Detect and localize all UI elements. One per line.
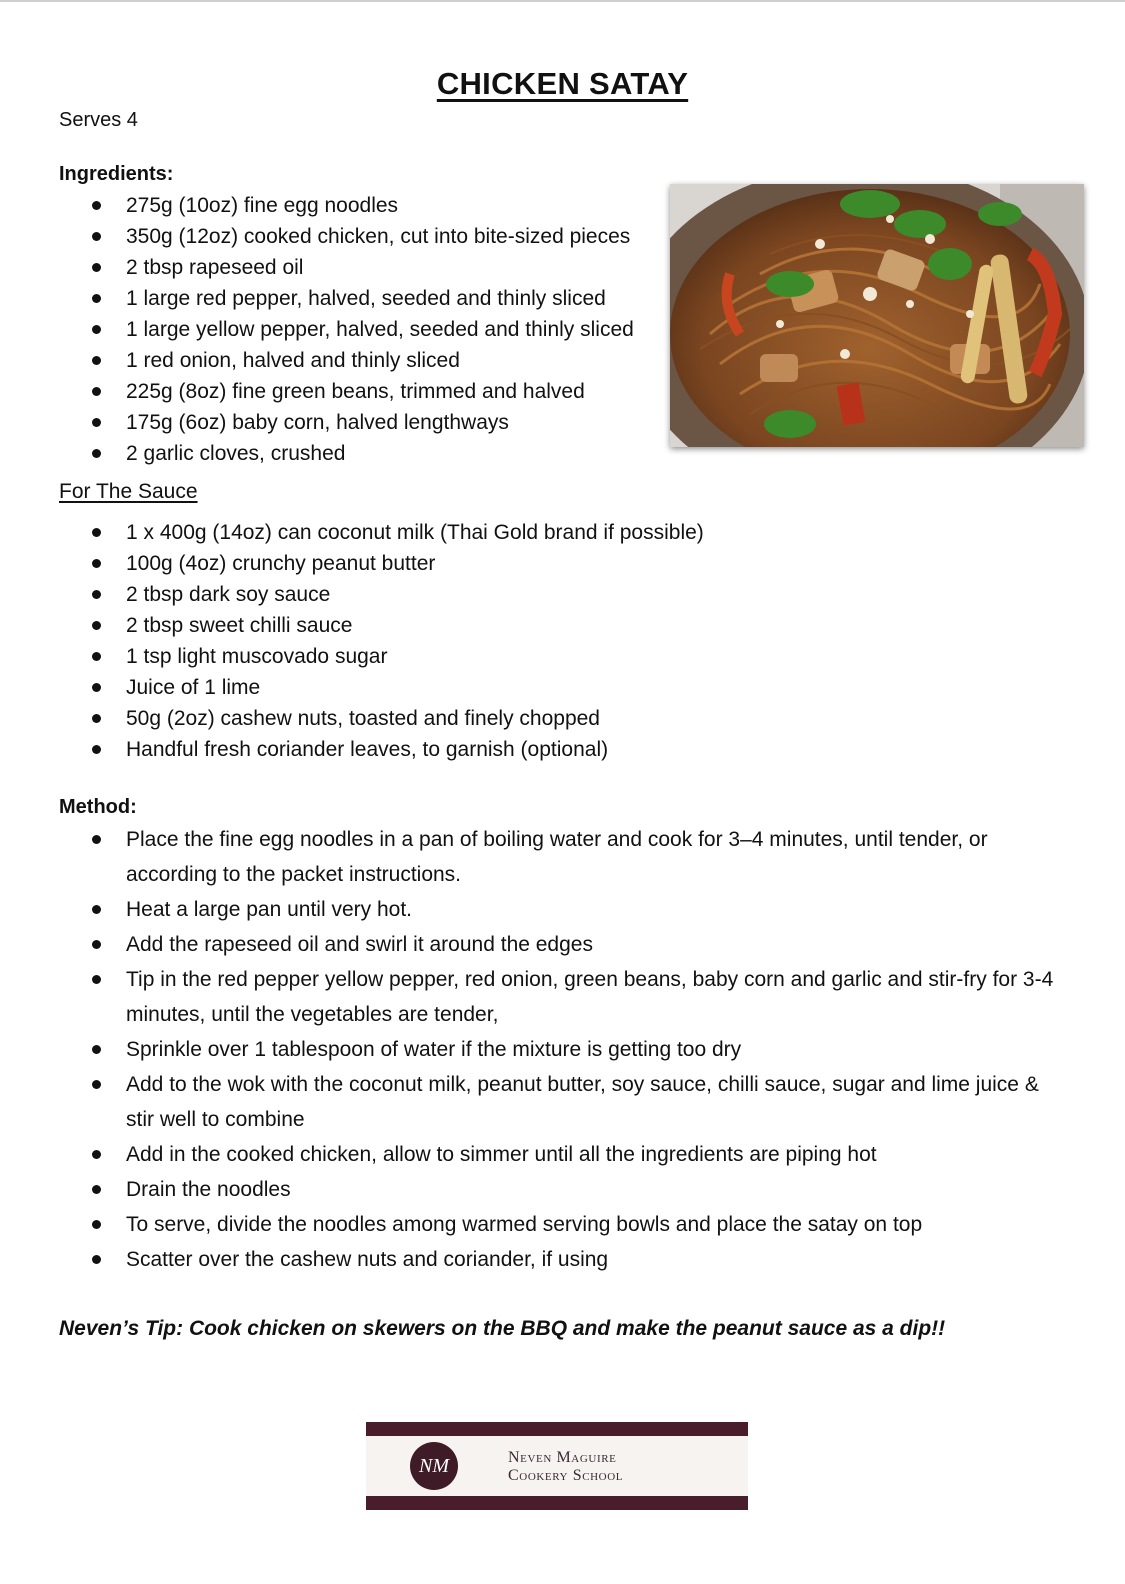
list-item: Heat a large pan until very hot.: [0, 892, 1056, 927]
logo-line-1: Neven Maguire: [508, 1449, 617, 1466]
ingredients-heading: Ingredients:: [59, 163, 174, 185]
sauce-list: [0, 517, 704, 765]
list-item: 2 tbsp rapeseed oil: [0, 252, 634, 283]
list-item: Handful fresh coriander leaves, to garnish (optional): [0, 734, 704, 765]
serves-count: Serves 4: [59, 109, 138, 131]
logo-top-bar: [366, 1422, 748, 1436]
logo-monogram-icon: NM: [410, 1442, 458, 1490]
list-item: 225g (8oz) fine green beans, trimmed and halved: [0, 376, 634, 407]
dish-photo: [670, 184, 1084, 447]
list-item: 2 tbsp dark soy sauce: [0, 579, 704, 610]
sauce-heading: For The Sauce: [59, 480, 198, 503]
list-item: Sprinkle over 1 tablespoon of water if the mixture is getting too dry: [0, 1032, 1056, 1067]
list-item: 175g (6oz) baby corn, halved lengthways: [0, 407, 634, 438]
list-item: 1 large yellow pepper, halved, seeded and thinly sliced: [0, 314, 634, 345]
ingredients-list: [0, 190, 634, 469]
cookery-school-logo: [366, 1422, 748, 1510]
list-item: Place the fine egg noodles in a pan of boiling water and cook for 3–4 minutes, until tender, or according to the packet instructions.: [0, 822, 1056, 892]
list-item: Add the rapeseed oil and swirl it around the edges: [0, 927, 1056, 962]
list-item: 50g (2oz) cashew nuts, toasted and finely chopped: [0, 703, 704, 734]
chicken-satay-image: [670, 184, 1084, 447]
list-item: 1 large red pepper, halved, seeded and thinly sliced: [0, 283, 634, 314]
logo-line-2: Cookery School: [508, 1467, 624, 1484]
list-item: 2 garlic cloves, crushed: [0, 438, 634, 469]
list-item: Tip in the red pepper yellow pepper, red onion, green beans, baby corn and garlic and stir-fry for 3-4 minutes, until the vegetables are tender,: [0, 962, 1056, 1032]
list-item: 100g (4oz) crunchy peanut butter: [0, 548, 704, 579]
list-item: Add in the cooked chicken, allow to simmer until all the ingredients are piping hot: [0, 1137, 1056, 1172]
list-item: 2 tbsp sweet chilli sauce: [0, 610, 704, 641]
method-heading: Method:: [59, 796, 137, 818]
logo-wordmark: [508, 1449, 623, 1485]
list-item: Juice of 1 lime: [0, 672, 704, 703]
list-item: 1 tsp light muscovado sugar: [0, 641, 704, 672]
recipe-title: CHICKEN SATAY: [436, 66, 689, 101]
list-item: 350g (12oz) cooked chicken, cut into bite-sized pieces: [0, 221, 634, 252]
list-item: Drain the noodles: [0, 1172, 1056, 1207]
list-item: 275g (10oz) fine egg noodles: [0, 190, 634, 221]
logo-bottom-bar: [366, 1496, 748, 1510]
list-item: To serve, divide the noodles among warmed serving bowls and place the satay on top: [0, 1207, 1056, 1242]
page-top-border: [0, 0, 1125, 2]
nevens-tip: Neven’s Tip: Cook chicken on skewers on the BBQ and make the peanut sauce as a dip!!: [59, 1317, 946, 1340]
list-item: 1 red onion, halved and thinly sliced: [0, 345, 634, 376]
list-item: 1 x 400g (14oz) can coconut milk (Thai Gold brand if possible): [0, 517, 704, 548]
method-list: [0, 822, 1056, 1277]
list-item: Scatter over the cashew nuts and coriander, if using: [0, 1242, 1056, 1277]
list-item: Add to the wok with the coconut milk, peanut butter, soy sauce, chilli sauce, sugar and lime juice & stir well to combine: [0, 1067, 1056, 1137]
